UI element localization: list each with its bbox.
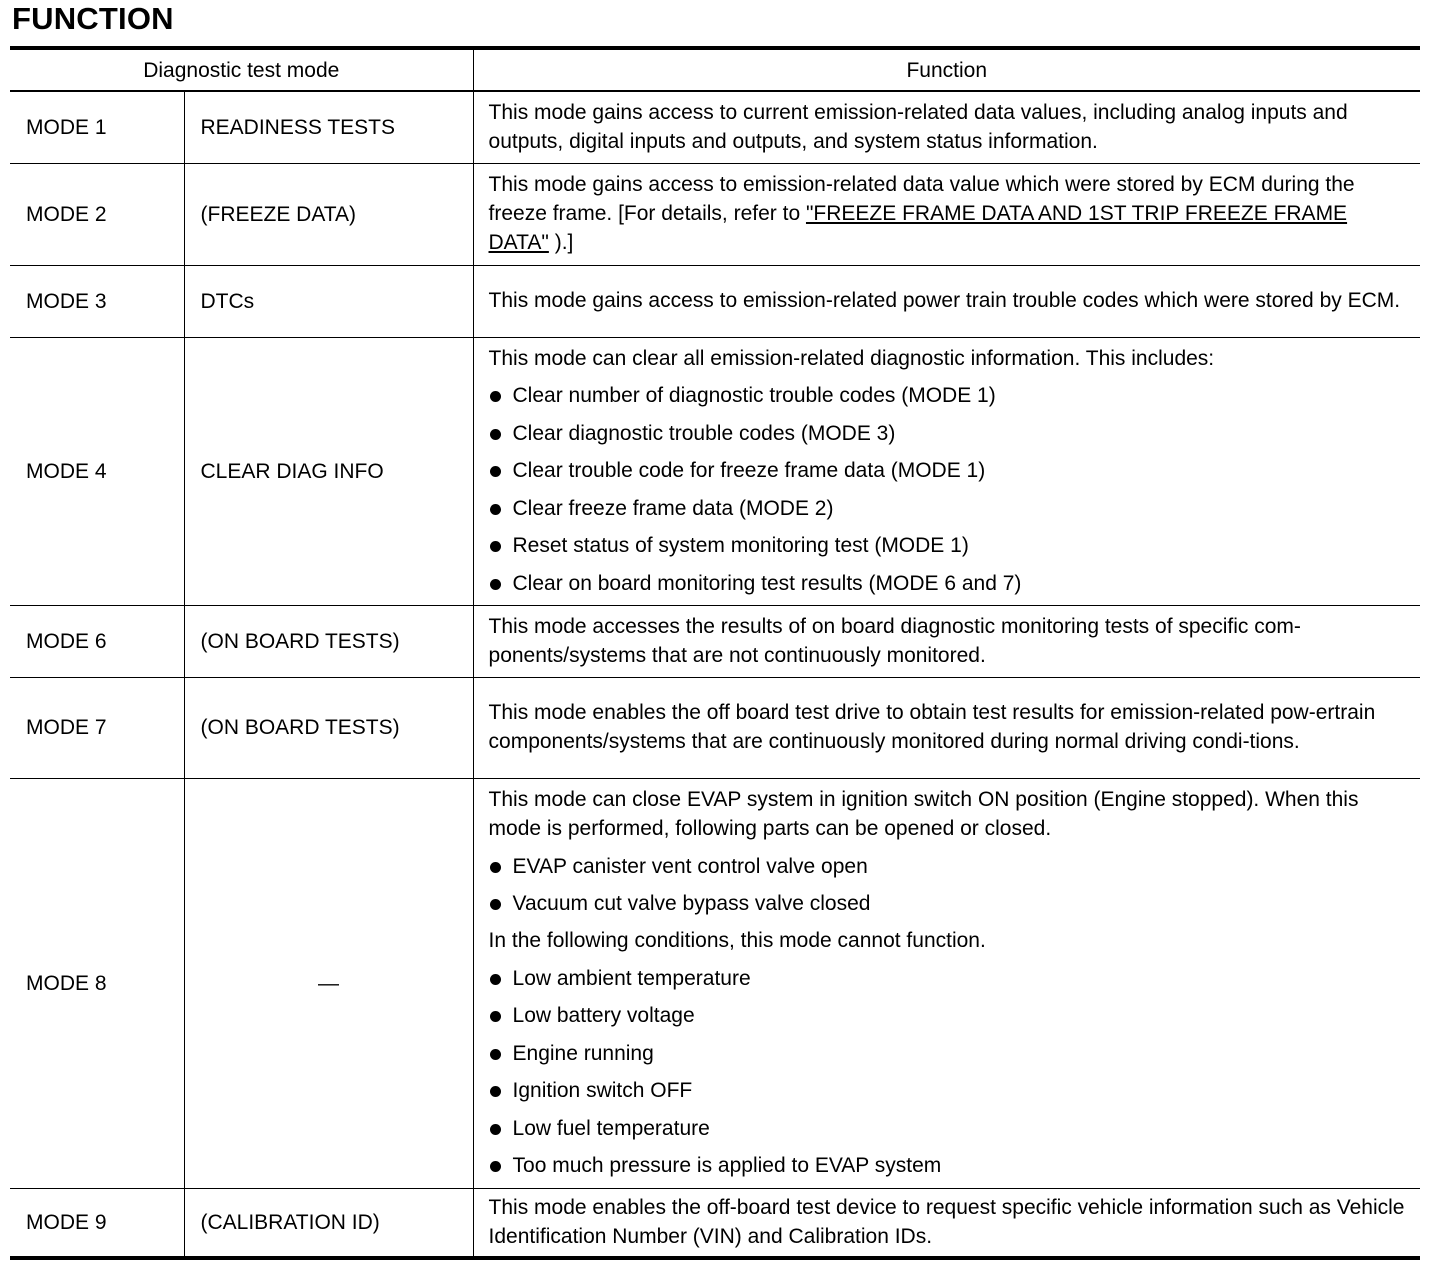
list-item: Clear number of diagnostic trouble codes (MODE 1)	[489, 381, 1411, 410]
function-table	[10, 46, 1420, 1260]
function-text: This mode accesses the results of on board diagnostic monitoring tests of specific com-ponents/systems that are not continuously monitored.	[488, 614, 1301, 667]
list-item: Low ambient temperature	[489, 964, 1411, 993]
function-text: This mode enables the off board test drive to obtain test results for emission-related pow-ertrain components/systems that are continuously monitored during normal driving condi-tions.	[488, 701, 1376, 753]
function-cell	[473, 1188, 1420, 1258]
mode-name-cell: READINESS TESTS	[184, 91, 473, 163]
header-diagnostic-test-mode: Diagnostic test mode	[10, 48, 473, 91]
mode-cell: MODE 2	[10, 163, 184, 265]
bullet-list	[489, 381, 1411, 598]
table-row	[10, 337, 1420, 605]
mode-cell: MODE 1	[10, 91, 184, 163]
list-item: Clear on board monitoring test results (MODE 6 and 7)	[489, 569, 1411, 598]
mode-name-cell: CLEAR DIAG INFO	[184, 337, 473, 605]
function-intro: This mode can clear all emission-related diagnostic information. This includes:	[488, 346, 1215, 370]
mode-cell: MODE 6	[10, 605, 184, 677]
mode-name-cell: (CALIBRATION ID)	[184, 1188, 473, 1258]
list-item: Low fuel temperature	[489, 1114, 1411, 1143]
mode-cell: MODE 3	[10, 265, 184, 337]
mode-name-cell: (ON BOARD TESTS)	[184, 677, 473, 778]
bullet-list	[489, 852, 1411, 919]
page-title: FUNCTION	[12, 1, 174, 36]
mode-cell: MODE 4	[10, 337, 184, 605]
table-row	[10, 778, 1420, 1188]
mode-name-cell: —	[184, 778, 473, 1188]
mode-cell: MODE 8	[10, 778, 184, 1188]
table-row	[10, 265, 1420, 337]
freeze-frame-data-link[interactable]: "FREEZE FRAME DATA AND 1ST TRIP FREEZE FRAME DATA"	[488, 202, 1348, 254]
table-row	[10, 677, 1420, 778]
bullet-list	[489, 964, 1411, 1181]
mode-name-cell: (FREEZE DATA)	[184, 163, 473, 265]
function-text: This mode enables the off-board test device to request specific vehicle information such as Vehicle Identification Number (VIN) and Calibration IDs.	[488, 1195, 1405, 1248]
list-item: Low battery voltage	[489, 1001, 1411, 1030]
list-item: Reset status of system monitoring test (MODE 1)	[489, 531, 1411, 560]
mode-cell: MODE 9	[10, 1188, 184, 1258]
table-row	[10, 163, 1420, 265]
function-cell	[473, 778, 1420, 1188]
function-text: This mode gains access to emission-related data value which were stored by ECM during the freeze frame. [For details, refer to	[488, 173, 1355, 225]
list-item: Clear diagnostic trouble codes (MODE 3)	[489, 419, 1411, 448]
function-cell	[473, 163, 1420, 265]
function-intro: This mode can close EVAP system in ignition switch ON position (Engine stopped). When this mode is performed, following parts can be opened or closed.	[488, 788, 1359, 840]
list-item: Ignition switch OFF	[489, 1076, 1411, 1105]
mode-name-cell: DTCs	[184, 265, 473, 337]
list-item: Clear trouble code for freeze frame data (MODE 1)	[489, 456, 1411, 485]
function-cell	[473, 605, 1420, 677]
list-item: Vacuum cut valve bypass valve closed	[489, 889, 1411, 918]
function-cell	[473, 265, 1420, 337]
mode-name-cell: (ON BOARD TESTS)	[184, 605, 473, 677]
list-item: EVAP canister vent control valve open	[489, 852, 1411, 881]
table-row	[10, 91, 1420, 163]
list-item: Clear freeze frame data (MODE 2)	[489, 494, 1411, 523]
table-row	[10, 1188, 1420, 1258]
table-row	[10, 605, 1420, 677]
function-cell	[473, 677, 1420, 778]
list-item: Too much pressure is applied to EVAP system	[489, 1151, 1411, 1180]
function-cell	[473, 337, 1420, 605]
header-function: Function	[473, 48, 1420, 91]
table-header-row	[10, 48, 1420, 91]
function-intro-2: In the following conditions, this mode cannot function.	[488, 929, 986, 952]
function-text: This mode gains access to emission-related power train trouble codes which were stored by ECM.	[488, 289, 1401, 312]
function-text-end: ).]	[548, 231, 574, 254]
mode-cell: MODE 7	[10, 677, 184, 778]
function-text: This mode gains access to current emission-related data values, including analog inputs and outputs, digital inputs and outputs, and system status information.	[488, 100, 1348, 153]
function-cell	[473, 91, 1420, 163]
list-item: Engine running	[489, 1039, 1411, 1068]
